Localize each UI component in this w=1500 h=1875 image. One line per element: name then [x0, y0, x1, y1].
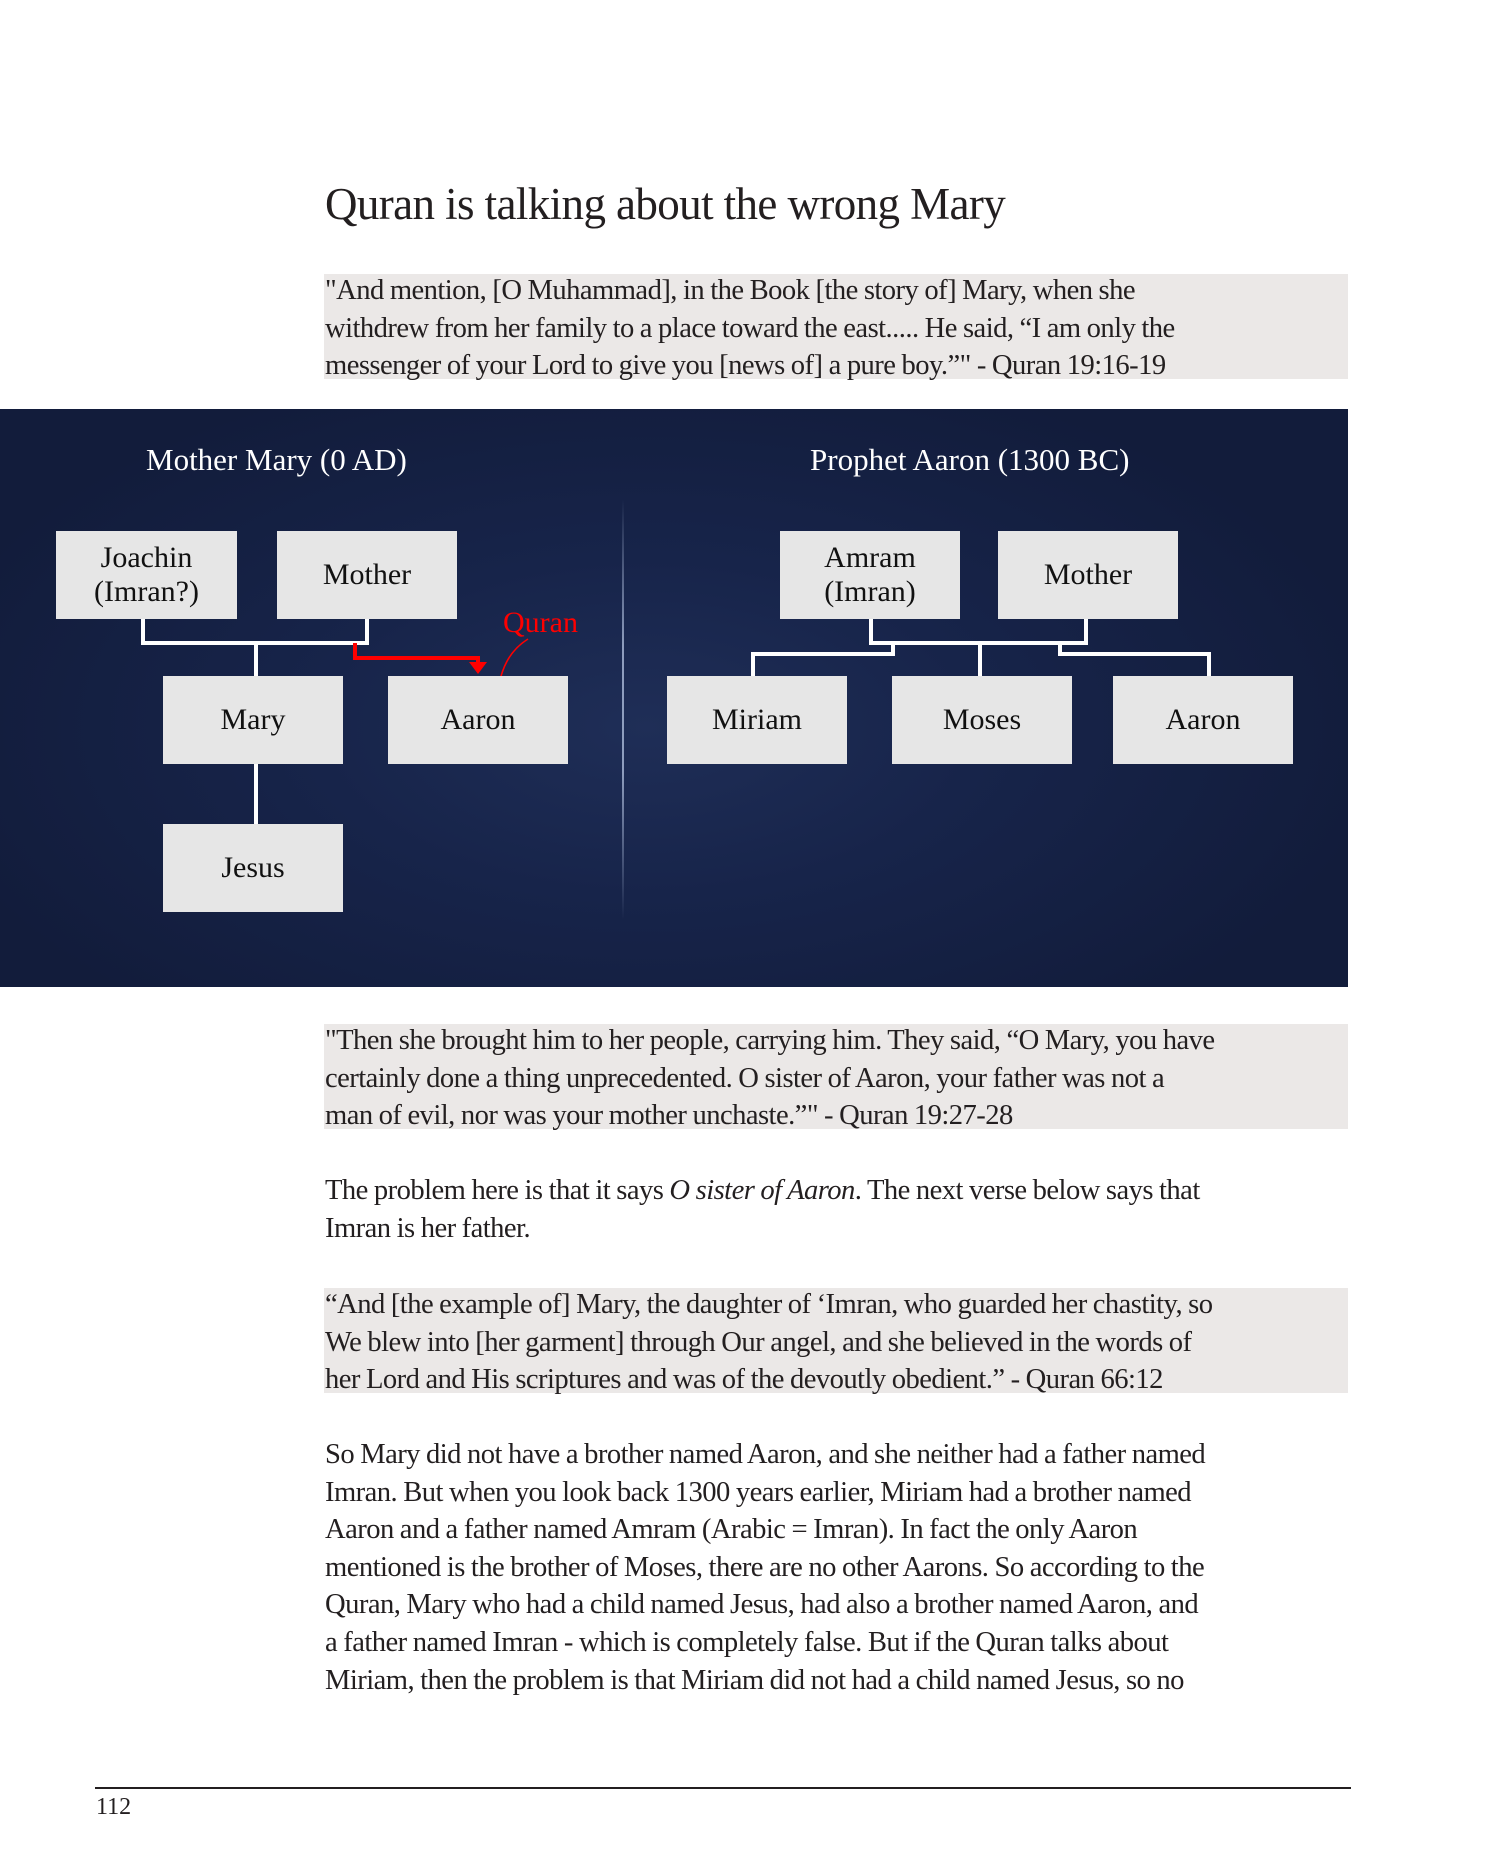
node-label: Moses [942, 703, 1022, 736]
page-title: Quran is talking about the wrong Mary [325, 179, 1006, 229]
connector [254, 641, 258, 676]
node-mother-left [277, 531, 457, 619]
paragraph-line: So Mary did not have a brother named Aaron, and she neither had a father named [325, 1439, 1206, 1470]
paragraph-line [325, 1172, 1200, 1210]
quote-line: her Lord and His scriptures and was of the devoutly obedient.” - Quran 66:12 [325, 1364, 1163, 1396]
italic-phrase: O sister of Aaron [669, 1175, 855, 1206]
quote-text-19-27 [325, 1022, 1215, 1135]
node-aaron-left [388, 676, 568, 764]
node-label: Amram [824, 541, 916, 574]
right-tree-heading: Prophet Aaron (1300 BC) [810, 442, 1130, 477]
node-miriam [667, 676, 847, 764]
paragraph-line: Miriam, then the problem is that Miriam did not had a child named Jesus, so no [325, 1664, 1184, 1696]
text-span: . The next verse below says that [854, 1175, 1200, 1206]
connector [254, 764, 258, 824]
node-label: Jesus [221, 851, 285, 884]
paragraph-problem [325, 1172, 1200, 1247]
node-label: Aaron [440, 703, 516, 736]
node-label: Joachin [100, 541, 193, 574]
connector [978, 641, 982, 676]
quote-line: certainly done a thing unprecedented. O sister of Aaron, your father was not a [325, 1062, 1165, 1094]
node-label: Aaron [1165, 703, 1241, 736]
paragraph-line: Quran, Mary who had a child named Jesus, had also a brother named Aaron, and [325, 1589, 1199, 1621]
quran-arrow [353, 656, 479, 660]
connector [1058, 652, 1211, 656]
node-moses [892, 676, 1072, 764]
node-label: Mother [1043, 558, 1133, 591]
quote-line: "Then she brought him to her people, carrying him. They said, “O Mary, you have [325, 1025, 1215, 1056]
node-label: (Imran) [824, 575, 916, 608]
left-tree-heading: Mother Mary (0 AD) [146, 442, 407, 477]
paragraph-line: Aaron and a father named Amram (Arabic = Imran). In fact the only Aaron [325, 1514, 1138, 1546]
footer-rule [95, 1787, 1351, 1789]
node-amram [780, 531, 960, 619]
node-label: Mother [322, 558, 412, 591]
node-jesus [163, 824, 343, 912]
quote-line: man of evil, nor was your mother unchaste.”" - Quran 19:27-28 [325, 1100, 1013, 1132]
paragraph-line: Imran. But when you look back 1300 years earlier, Miriam had a brother named [325, 1476, 1192, 1508]
quote-line: withdrew from her family to a place toward the east..... He said, “I am only the [325, 312, 1175, 344]
quote-line: messenger of your Lord to give you [news of] a pure boy.”" - Quran 19:16-19 [325, 350, 1166, 382]
diagram-divider [622, 499, 624, 919]
connector [751, 652, 895, 656]
paragraph-conclusion [325, 1436, 1205, 1699]
quote-text-19-16 [325, 272, 1175, 385]
family-tree-diagram [0, 409, 1348, 987]
node-label: (Imran?) [94, 575, 199, 608]
quote-line: “And [the example of] Mary, the daughter of ‘Imran, who guarded her chastity, so [325, 1289, 1213, 1320]
paragraph-line: mentioned is the brother of Moses, there are no other Aarons. So according to the [325, 1551, 1205, 1583]
paragraph-line: a father named Imran - which is completely false. But if the Quran talks about [325, 1626, 1169, 1658]
quote-line: We blew into [her garment] through Our angel, and she believed in the words of [325, 1326, 1192, 1358]
connector [751, 652, 755, 676]
paragraph-line: Imran is her father. [325, 1212, 531, 1244]
node-aaron-right [1113, 676, 1293, 764]
connector [1207, 652, 1211, 676]
node-label: Miriam [712, 703, 802, 736]
node-joachin [56, 531, 237, 619]
page-number: 112 [96, 1794, 132, 1820]
arrowhead-icon [469, 662, 487, 674]
node-mother-right [998, 531, 1178, 619]
node-label: Mary [220, 703, 286, 736]
quote-line: "And mention, [O Muhammad], in the Book [the story of] Mary, when she [325, 275, 1136, 306]
text-span: The problem here is that it says [325, 1175, 670, 1206]
quran-annotation: Quran [503, 606, 578, 639]
quote-text-66-12 [325, 1286, 1212, 1399]
node-mary [163, 676, 343, 764]
